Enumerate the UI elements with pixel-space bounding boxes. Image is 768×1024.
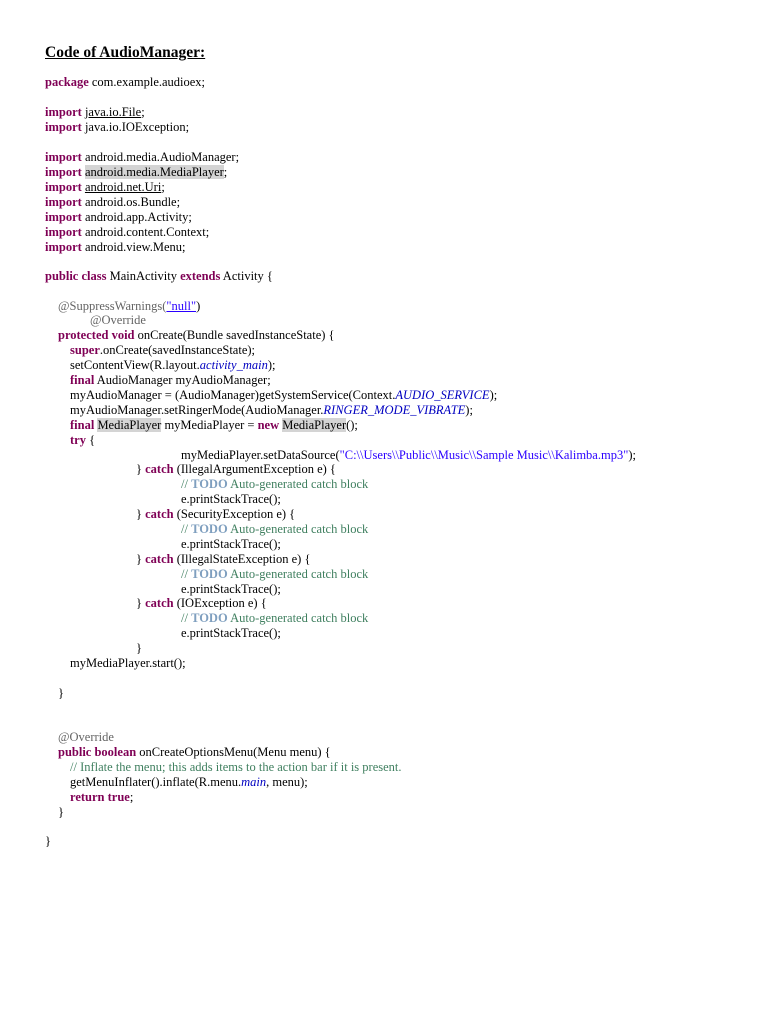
code-line: myMediaPlayer.start(); — [70, 656, 186, 670]
method-signature: onCreateOptionsMenu(Menu menu) { — [136, 745, 331, 759]
package-line — [45, 75, 205, 90]
comment-line — [181, 567, 368, 582]
class-declaration — [45, 269, 273, 284]
import-line — [45, 225, 209, 240]
code-line: e.printStackTrace(); — [181, 537, 281, 551]
comment-line — [181, 477, 368, 492]
keyword: extends — [180, 269, 221, 283]
comment: Auto-generated catch block — [227, 611, 369, 625]
code-text: (); — [346, 418, 358, 432]
code-text: myAudioManager.setRingerMode(AudioManager. — [70, 403, 324, 417]
keyword: final — [70, 373, 95, 387]
import-text: android.content.Context; — [81, 225, 210, 239]
document-heading: Code of AudioManager: — [45, 44, 206, 61]
code-line — [70, 343, 255, 358]
keyword: catch — [145, 596, 174, 610]
todo-tag: TODO — [191, 477, 228, 491]
code-text: myAudioManager = (AudioManager)getSystemService(Context. — [70, 388, 396, 402]
import-text: android.os.Bundle; — [81, 195, 181, 209]
import-name: android.media.MediaPlayer — [84, 165, 224, 179]
import-text: android.app.Activity; — [81, 210, 192, 224]
override-annotation: @Override — [90, 313, 146, 327]
code-line — [181, 448, 636, 463]
keyword: import — [45, 180, 82, 194]
close-brace: } — [58, 805, 64, 819]
import-text: ; — [161, 180, 165, 194]
keyword: import — [45, 210, 82, 224]
string-literal: "C:\\Users\\Public\\Music\\Sample Music\\Kalimba.mp3" — [339, 448, 629, 462]
keyword: import — [45, 105, 82, 119]
package-name: com.example.audioex; — [88, 75, 206, 89]
code-line: e.printStackTrace(); — [181, 582, 281, 596]
keyword: true — [107, 790, 130, 804]
field-ref: AUDIO_SERVICE — [395, 388, 490, 402]
brace: } — [136, 552, 146, 566]
try-line — [70, 433, 95, 448]
keyword: return — [70, 790, 105, 804]
comment: Auto-generated catch block — [227, 567, 369, 581]
method-declaration — [58, 328, 335, 343]
comment: Auto-generated catch block — [227, 522, 369, 536]
method-signature: onCreate(Bundle savedInstanceState) { — [134, 328, 335, 342]
keyword: import — [45, 195, 82, 209]
import-name: java.io.File — [84, 105, 142, 119]
import-text: ; — [141, 105, 145, 119]
comment-line — [181, 611, 368, 626]
comment: // — [181, 611, 192, 625]
string-literal: "null" — [166, 299, 197, 313]
code-text: ); — [628, 448, 636, 462]
close-brace: } — [136, 641, 142, 655]
comment: // — [181, 567, 192, 581]
code-line — [70, 418, 358, 433]
annotation: @SuppressWarnings( — [58, 299, 167, 313]
code-text: ); — [267, 358, 276, 372]
comment-line: // Inflate the menu; this adds items to the action bar if it is present. — [70, 760, 402, 774]
field-ref: main — [241, 775, 267, 789]
todo-tag: TODO — [191, 522, 228, 536]
todo-tag: TODO — [191, 611, 228, 625]
keyword: new — [257, 418, 280, 432]
import-line — [45, 180, 165, 195]
import-text: java.io.IOException; — [81, 120, 190, 134]
keyword: catch — [145, 462, 174, 476]
close-brace: } — [58, 686, 64, 700]
code-text: myMediaPlayer.setDataSource( — [181, 448, 340, 462]
code-text: AudioManager myAudioManager; — [94, 373, 271, 387]
keyword: protected void — [58, 328, 135, 342]
code-line — [70, 358, 275, 373]
code-text: (IllegalStateException e) { — [173, 552, 311, 566]
keyword: package — [45, 75, 89, 89]
type-name: MediaPlayer — [282, 418, 347, 432]
import-line — [45, 240, 186, 255]
suppress-annotation — [58, 299, 200, 314]
code-line — [70, 388, 497, 403]
code-line: e.printStackTrace(); — [181, 492, 281, 506]
keyword: try — [70, 433, 86, 447]
import-line — [45, 210, 192, 225]
import-name: android.net.Uri — [84, 180, 162, 194]
import-line — [45, 150, 239, 165]
import-text: android.view.Menu; — [81, 240, 186, 254]
keyword: catch — [145, 552, 174, 566]
code-text: (IOException e) { — [173, 596, 267, 610]
comment-line — [181, 522, 368, 537]
keyword: super — [70, 343, 100, 357]
class-close-brace: } — [45, 834, 51, 848]
code-text: myMediaPlayer = — [161, 418, 258, 432]
code-text: getMenuInflater().inflate(R.menu. — [70, 775, 242, 789]
keyword: final — [70, 418, 95, 432]
keyword: import — [45, 240, 82, 254]
code-text: (SecurityException e) { — [173, 507, 296, 521]
code-line: e.printStackTrace(); — [181, 626, 281, 640]
code-line — [70, 373, 271, 388]
code-line — [70, 403, 473, 418]
brace: } — [136, 596, 146, 610]
catch-line — [136, 552, 310, 567]
keyword: public boolean — [58, 745, 137, 759]
code-text: ); — [489, 388, 498, 402]
class-rest: Activity { — [220, 269, 273, 283]
field-ref: activity_main — [199, 358, 268, 372]
paren: ) — [196, 299, 201, 313]
keyword: import — [45, 225, 82, 239]
brace: } — [136, 507, 146, 521]
import-line — [45, 105, 145, 120]
todo-tag: TODO — [191, 567, 228, 581]
keyword: public class — [45, 269, 107, 283]
code-text: , menu); — [266, 775, 308, 789]
brace: } — [136, 462, 146, 476]
catch-line — [136, 507, 295, 522]
comment: // — [181, 477, 192, 491]
field-ref: RINGER_MODE_VIBRATE — [323, 403, 466, 417]
import-line — [45, 120, 189, 135]
code-text: .onCreate(savedInstanceState); — [99, 343, 256, 357]
import-text: ; — [223, 165, 228, 179]
catch-line — [136, 596, 267, 611]
code-text: ; — [129, 790, 134, 804]
method-declaration — [58, 745, 331, 760]
brace: { — [85, 433, 96, 447]
type-name: MediaPlayer — [97, 418, 162, 432]
import-line — [45, 165, 227, 180]
code-text: setContentView(R.layout. — [70, 358, 200, 372]
keyword: import — [45, 150, 82, 164]
return-line — [70, 790, 133, 805]
keyword: import — [45, 165, 82, 179]
import-line — [45, 195, 180, 210]
comment: Auto-generated catch block — [227, 477, 369, 491]
import-text: android.media.AudioManager; — [81, 150, 240, 164]
code-text: ); — [465, 403, 473, 417]
keyword: import — [45, 120, 82, 134]
catch-line — [136, 462, 336, 477]
code-text: (IllegalArgumentException e) { — [173, 462, 336, 476]
override-annotation: @Override — [58, 730, 114, 744]
class-name: MainActivity — [106, 269, 181, 283]
keyword: catch — [145, 507, 174, 521]
code-line — [70, 775, 308, 790]
comment: // — [181, 522, 192, 536]
